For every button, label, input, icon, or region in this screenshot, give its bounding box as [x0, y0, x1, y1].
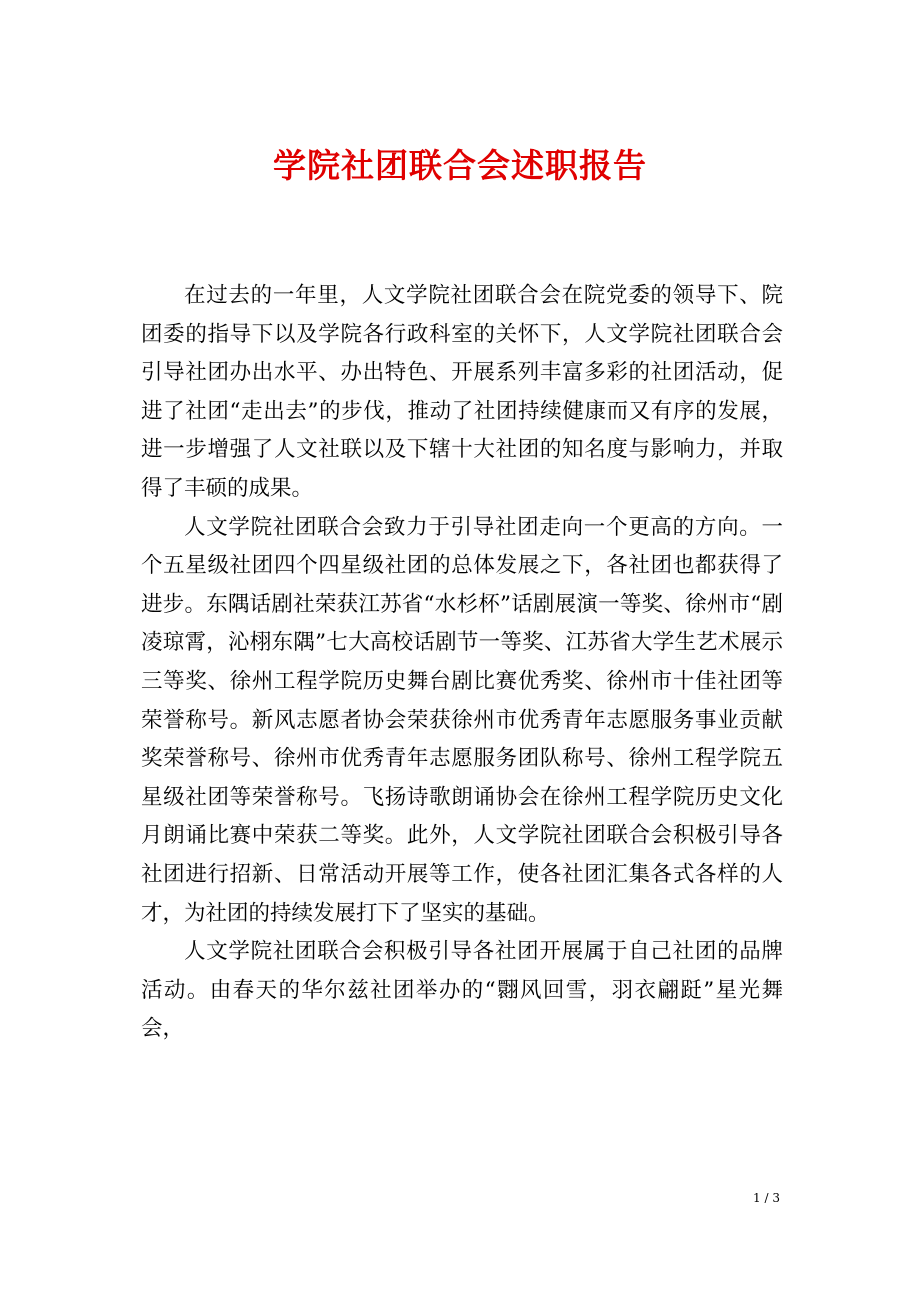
paragraph: 人文学院社团联合会致力于引导社团走向一个更高的方向。一个五星级社团四个四星级社团的总体发展之下，各社团也都获得了进步。东隅话剧社荣获江苏省“水杉杯”话剧展演一等奖、徐州市“剧凌琼霄，沁栩东隅”七大高校话剧节一等奖、江苏省大学生艺术展示三等奖、徐州工程学院历史舞台剧比赛优秀奖、徐州市十佳社团等荣誉称号。新风志愿者协会荣获徐州市优秀青年志愿服务事业贡献奖荣誉称号、徐州市优秀青年志愿服务团队称号、徐州工程学院五星级社团等荣誉称号。飞扬诗歌朗诵协会在徐州工程学院历史文化月朗诵比赛中荣获二等奖。此外，人文学院社团联合会积极引导各社团进行招新、日常活动开展等工作，使各社团汇集各式各样的人才，为社团的持续发展打下了坚实的基础。	[141, 514, 783, 926]
document-title: 学院社团联合会述职报告	[273, 146, 647, 185]
paragraph: 在过去的一年里，人文学院社团联合会在院党委的领导下、院团委的指导下以及学院各行政科室的关怀下，人文学院社团联合会引导社团办出水平、办出特色、开展系列丰富多彩的社团活动，促进了社团“走出去”的步伐，推动了社团持续健康而又有序的发展，进一步增强了人文社联以及下辖十大社团的知名度与影响力，并取得了丰硕的成果。	[141, 283, 783, 501]
document-body	[141, 277, 783, 1049]
paragraph: 人文学院社团联合会积极引导各社团开展属于自己社团的品牌活动。由春天的华尔兹社团举办的“翾风回雪，羽衣翩跹”星光舞会，	[141, 939, 783, 1042]
page-number: 1 / 3	[753, 1191, 780, 1205]
